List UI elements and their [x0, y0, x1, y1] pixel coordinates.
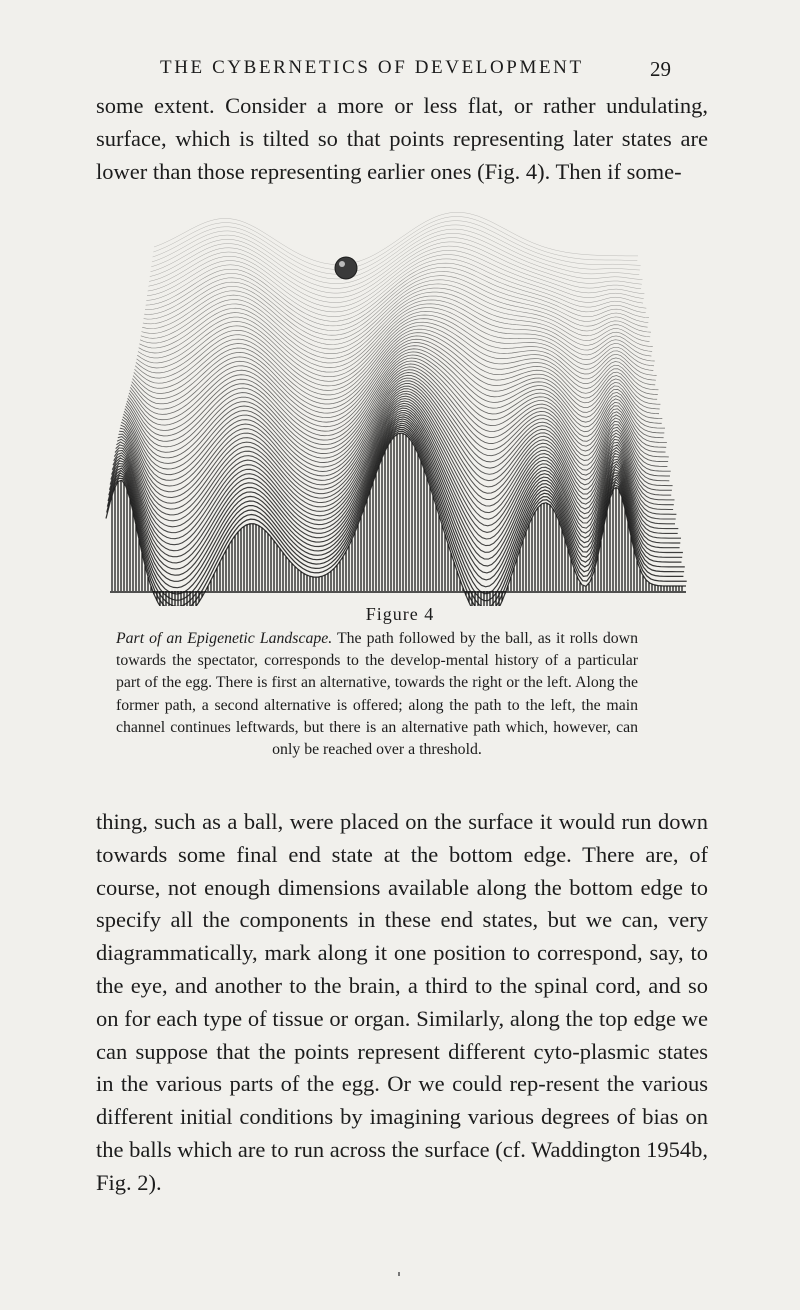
landscape-contour — [153, 217, 637, 270]
caption-text: The path followed by the ball, as it rolls down towards the spectator, corresponds to the develop-mental history of a particular part of the egg. There is first an alternative, towards the right or the left. Along the former path, a second alternative is offered; along the path to the left, the main channel continues leftwards, but there is an alternative path which, however, can only be reached over a threshold. — [116, 630, 638, 759]
running-title: THE CYBERNETICS OF DEVELOPMENT — [160, 57, 584, 78]
figure-label: Figure 4 — [365, 604, 435, 624]
body-paragraph-top: some extent. Consider a more or less flat, or rather undulating, surface, which is tilted so that points representing later states are lower than those representing earlier ones (Fig. 4). Then if some- — [96, 93, 708, 184]
epigenetic-landscape-figure — [96, 186, 708, 606]
ball — [335, 257, 357, 279]
caption-lead: Part of an Epigenetic Landscape. — [116, 630, 333, 647]
page-number: 29 — [650, 57, 671, 81]
stray-mark — [398, 1272, 400, 1276]
landscape-contour — [142, 284, 650, 345]
landscape-illustration — [96, 186, 708, 606]
landscape-contour — [147, 255, 643, 312]
landscape-contour — [144, 272, 648, 331]
ball-highlight — [339, 261, 345, 267]
running-head — [0, 57, 800, 87]
body-paragraph-bottom: thing, such as a ball, were placed on the surface it would run down towards some final end state at the bottom edge. There are, of course, not enough dimensions available along the bottom edge to specify all the components in these end states, but we can, very diagrammatically, mark along it one position to correspond, say, to the eye, and another to the brain, a third to the spinal cord, and so on for each type of tissue or organ. Similarly, along the top edge we can suppose that the points represent different cyto-plasmic states in the various parts of the egg. Or we could rep-resent the various different initial conditions by imagining various degrees of bias on the balls which are to run across the surface (cf. Waddington 1954b, Fig. 2). — [96, 809, 708, 1195]
figure-caption — [116, 628, 638, 761]
